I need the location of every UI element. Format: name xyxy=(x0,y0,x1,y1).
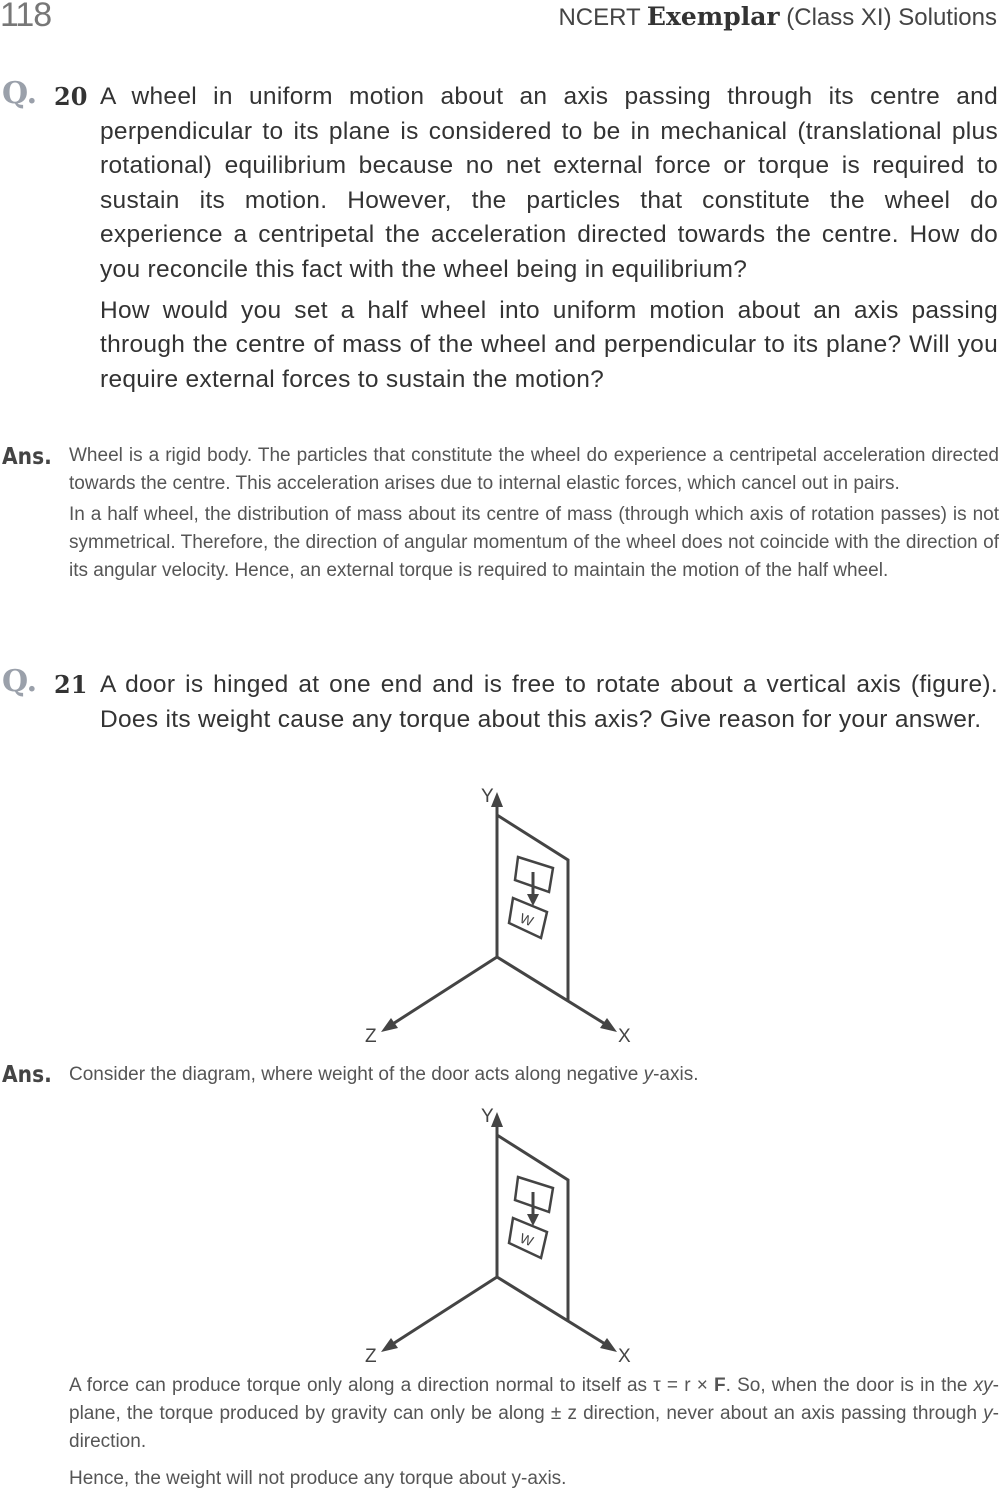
weight-label: W xyxy=(517,909,536,930)
text: A force can produce torque only along a direction normal to itself as τ = r × xyxy=(69,1375,714,1396)
question-label: Q. xyxy=(2,664,38,699)
page-number: 118 xyxy=(0,0,52,34)
x-axis xyxy=(497,1277,610,1347)
question-21-text xyxy=(100,668,998,737)
answer-label: Ans. xyxy=(2,444,52,470)
q20-para-1: A wheel in uniform motion about an axis passing through its centre and perpendicular to its plane is considered to be in mechanical (translational plus rotational) equilibrium because no net external force or torque is required to sustain its motion. However, the particles that constitute the wheel do experience a centripetal the acceleration directed towards the centre. How do you reconcile this fact with the wheel being in equilibrium? xyxy=(100,83,998,283)
force-vector: F xyxy=(714,1375,726,1396)
weight-label: W xyxy=(517,1229,536,1250)
ans20-para-2: In a half wheel, the distribution of mass about its centre of mass (through which axis of rotation passes) is not symmetrical. Therefore, the direction of angular momentum of the wheel does not coincide with the direction of its angular velocity. Hence, an external torque is required to maintain the motion of the half wheel. xyxy=(69,504,999,581)
text: -direction. xyxy=(69,1403,999,1452)
q20-para-2: How would you set a half wheel into uniform motion about an axis passing through the centre of mass of the wheel and perpendicular to its plane? Will you require external forces to sustain the motion? xyxy=(100,296,998,393)
door-figure-2 xyxy=(360,1100,660,1370)
y-label: Y xyxy=(481,1106,494,1127)
door-outline xyxy=(497,1135,568,1320)
z-arrowhead-icon xyxy=(381,1018,398,1032)
axis-var: y xyxy=(983,1403,993,1424)
header-suffix: (Class XI) Solutions xyxy=(786,4,997,31)
x-axis xyxy=(497,957,610,1027)
header-prefix: NCERT xyxy=(558,4,641,31)
ans21-para-1 xyxy=(69,1372,999,1456)
x-label: X xyxy=(618,1346,631,1367)
text: . So, when the door is in the xyxy=(725,1375,974,1396)
z-axis xyxy=(388,957,497,1027)
answer-21-text xyxy=(69,1372,999,1492)
door-outline xyxy=(497,815,568,1000)
x-label: X xyxy=(618,1026,631,1047)
intro-var: y xyxy=(643,1064,654,1085)
answer-21-intro xyxy=(69,1061,999,1089)
q21-para-1: A door is hinged at one end and is free to rotate about a vertical axis (figure). Does its weight cause any torque about this axis? Give reason for your answer. xyxy=(100,671,998,733)
intro-text: Consider the diagram, where weight of the door acts along negative xyxy=(69,1064,644,1085)
text: -plane, the torque produced by gravity can only be along ± z direction, never about an axis passing through xyxy=(69,1375,999,1424)
question-label: Q. xyxy=(2,76,38,111)
door-figure-1 xyxy=(360,780,660,1050)
answer-label: Ans. xyxy=(2,1062,52,1088)
answer-20-text xyxy=(69,442,999,585)
intro-text-end: -axis. xyxy=(653,1064,699,1085)
running-header xyxy=(558,2,997,32)
z-label: Z xyxy=(365,1346,377,1367)
x-arrowhead-icon xyxy=(600,1018,617,1032)
ans21-para-2: Hence, the weight will not produce any torque about y-axis. xyxy=(69,1468,567,1489)
plane-var: xy xyxy=(973,1375,993,1396)
z-label: Z xyxy=(365,1026,377,1047)
ans20-para-1: Wheel is a rigid body. The particles that constitute the wheel do experience a centripetal acceleration directed towards the centre. This acceleration arises due to internal elastic forces, which cancel out in pairs. xyxy=(69,445,999,494)
z-axis xyxy=(388,1277,497,1347)
x-arrowhead-icon xyxy=(600,1338,617,1352)
y-label: Y xyxy=(481,786,494,807)
question-number: 20 xyxy=(54,82,88,111)
header-bold: Exemplar xyxy=(646,2,780,31)
question-20-text xyxy=(100,80,998,397)
z-arrowhead-icon xyxy=(381,1338,398,1352)
question-number: 21 xyxy=(54,670,88,699)
